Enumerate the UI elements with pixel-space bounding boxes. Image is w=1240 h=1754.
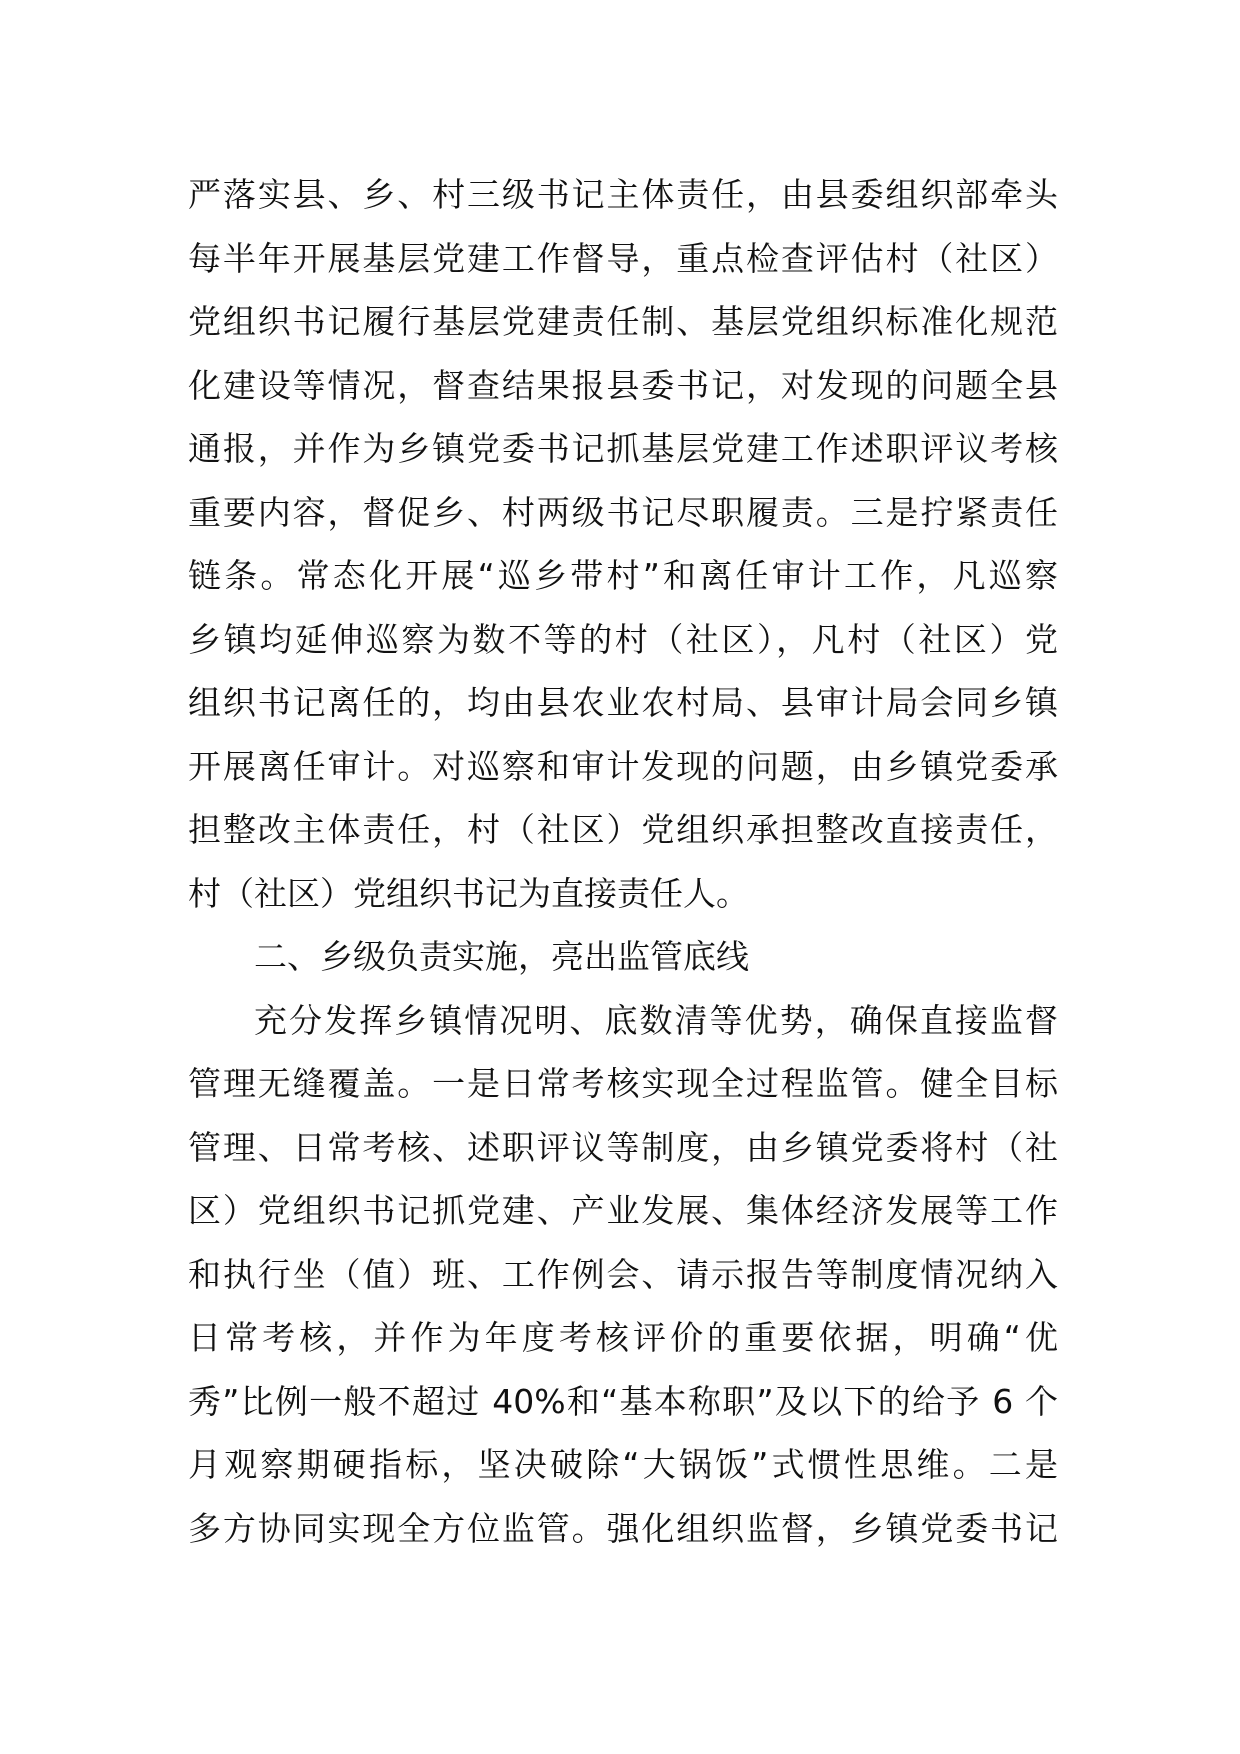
text-line: 党组织书记履行基层党建责任制、基层党组织标准化规范 [188,302,1058,341]
text-line: 开展离任审计。对巡察和审计发现的问题，由乡镇党委承 [188,746,1058,786]
text-line: 重要内容，督促乡、村两级书记尽职履责。三是拧紧责任 [188,492,1058,532]
text-line: 乡镇均延伸巡察为数不等的村（社区），凡村（社区）党 [188,619,1058,659]
text-line: 多方协同实现全方位监管。强化组织监督，乡镇党委书记 [188,1508,1058,1548]
text-line: 化建设等情况，督查结果报县委书记，对发现的问题全县 [188,365,1058,405]
text-line: 严落实县、乡、村三级书记主体责任，由县委组织部牵头 [188,175,1058,214]
paragraph-first-line: 充分发挥乡镇情况明、底数清等优势，确保直接监督 [254,1000,1058,1040]
text-line: 通报，并作为乡镇党委书记抓基层党建工作述职评议考核 [188,429,1058,468]
text-line: 链条。常态化开展“巡乡带村”和离任审计工作，凡巡察 [188,556,1058,595]
text-line: 和执行坐（值）班、工作例会、请示报告等制度情况纳入 [188,1254,1058,1294]
text-line: 组织书记离任的，均由县农业农村局、县审计局会同乡镇 [188,683,1058,722]
text-line: 担整改主体责任，村（社区）党组织承担整改直接责任， [188,810,1058,849]
text-line: 管理、日常考核、述职评议等制度，由乡镇党委将村（社 [188,1127,1058,1167]
text-line: 月观察期硬指标，坚决破除“大锅饭”式惯性思维。二是 [188,1445,1058,1484]
text-line: 日常考核，并作为年度考核评价的重要依据，明确“优 [188,1318,1058,1357]
body-text [188,163,1058,1560]
text-line: 区）党组织书记抓党建、产业发展、集体经济发展等工作 [188,1191,1058,1230]
text-line: 管理无缝覆盖。一是日常考核实现全过程监管。健全目标 [188,1064,1058,1103]
text-line: 每半年开展基层党建工作督导，重点检查评估村（社区） [188,238,1058,278]
text-line: 村（社区）党组织书记为直接责任人。 [188,873,749,913]
text-line: 秀”比例一般不超过 40%和“基本称职”及以下的给予 6 个 [188,1381,1058,1421]
section-heading: 二、乡级负责实施，亮出监管底线 [254,937,749,976]
